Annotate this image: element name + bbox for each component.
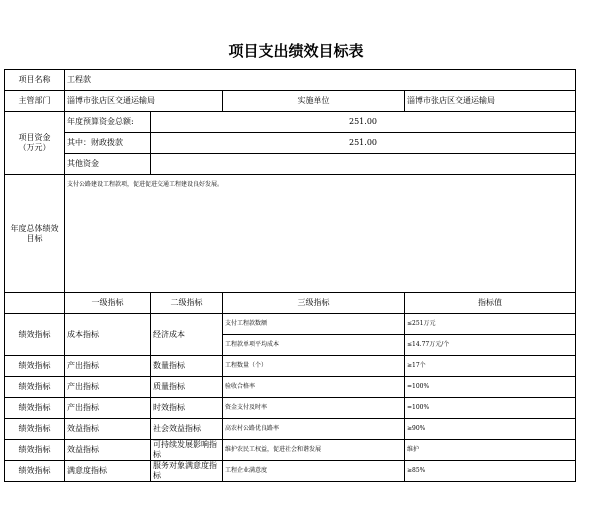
dept-label: 主管部门 — [5, 91, 65, 112]
funds-annual-row — [5, 112, 576, 133]
level3-cell: 资金支付及时率 — [223, 398, 405, 419]
level1-cell: 产出指标 — [65, 377, 151, 398]
level0-cell: 绩效指标 — [5, 314, 65, 356]
project-name-label: 项目名称 — [5, 70, 65, 91]
value-cell: ≥90% — [405, 419, 576, 440]
header-level1: 一级指标 — [65, 293, 151, 314]
funds-fiscal-row — [5, 133, 576, 154]
dept-row — [5, 91, 576, 112]
level1-cell: 效益指标 — [65, 419, 151, 440]
level2-cell: 数量指标 — [151, 356, 223, 377]
goal-text: 支付公路建设工程款项，促进促进交通工程建设良好发展。 — [65, 175, 576, 293]
other-funds-label: 其他资金 — [65, 154, 151, 175]
level2-cell: 质量指标 — [151, 377, 223, 398]
table-row — [5, 440, 576, 461]
fiscal-value: 251.00 — [151, 133, 576, 154]
level2-cell: 时效指标 — [151, 398, 223, 419]
value-cell: ≥85% — [405, 461, 576, 482]
dept-value: 淄博市张店区交通运输局 — [65, 91, 223, 112]
value-cell: 维护 — [405, 440, 576, 461]
value-cell: ≤14.77万元/个 — [405, 335, 576, 356]
funds-other-row — [5, 154, 576, 175]
other-funds-value — [151, 154, 576, 175]
performance-table — [4, 69, 576, 482]
level3-cell: 工程款单项平均成本 — [223, 335, 405, 356]
level3-cell: 支付工程款数额 — [223, 314, 405, 335]
fiscal-label: 其中：财政拨款 — [65, 133, 151, 154]
level3-cell: 工程企业满意度 — [223, 461, 405, 482]
level0-cell: 绩效指标 — [5, 398, 65, 419]
project-row — [5, 70, 576, 91]
value-cell: ≥17个 — [405, 356, 576, 377]
page-title: 项目支出绩效目标表 — [228, 42, 364, 60]
level1-cell: 效益指标 — [65, 440, 151, 461]
funds-label: 项目资金 （万元） — [5, 112, 65, 175]
table-row — [5, 461, 576, 482]
header-level3: 三级指标 — [223, 293, 405, 314]
level3-cell: 维护农民工权益，促进社会和谐发展 — [223, 440, 405, 461]
impl-unit-value: 淄博市张店区交通运输局 — [405, 91, 576, 112]
level1-cell: 成本指标 — [65, 314, 151, 356]
level3-cell: 工程数量（个） — [223, 356, 405, 377]
level2-cell: 服务对象满意度指标 — [151, 461, 223, 482]
value-cell: =100% — [405, 398, 576, 419]
table-row — [5, 398, 576, 419]
table-row — [5, 377, 576, 398]
value-cell: ≤251万元 — [405, 314, 576, 335]
impl-unit-label: 实施单位 — [223, 91, 405, 112]
annual-budget-label: 年度预算资金总额: — [65, 112, 151, 133]
header-level2: 二级指标 — [151, 293, 223, 314]
level3-cell: 高农村公路优良路率 — [223, 419, 405, 440]
level0-cell: 绩效指标 — [5, 461, 65, 482]
header-row — [5, 293, 576, 314]
level0-cell: 绩效指标 — [5, 440, 65, 461]
level0-cell: 绩效指标 — [5, 377, 65, 398]
level1-cell: 产出指标 — [65, 398, 151, 419]
table-row — [5, 314, 576, 335]
level0-cell: 绩效指标 — [5, 419, 65, 440]
table-row — [5, 419, 576, 440]
level1-cell: 产出指标 — [65, 356, 151, 377]
level3-cell: 验收合格率 — [223, 377, 405, 398]
level2-cell: 可持续发展影响指标 — [151, 440, 223, 461]
annual-budget-value: 251.00 — [151, 112, 576, 133]
level0-cell: 绩效指标 — [5, 356, 65, 377]
level2-cell: 经济成本 — [151, 314, 223, 356]
value-cell: =100% — [405, 377, 576, 398]
level2-cell: 社会效益指标 — [151, 419, 223, 440]
level1-cell: 满意度指标 — [65, 461, 151, 482]
project-name-value: 工程款 — [65, 70, 576, 91]
header-value: 指标值 — [405, 293, 576, 314]
table-row — [5, 356, 576, 377]
goal-label: 年度总体绩效目标 — [5, 175, 65, 293]
header-blank — [5, 293, 65, 314]
goal-row — [5, 175, 576, 293]
